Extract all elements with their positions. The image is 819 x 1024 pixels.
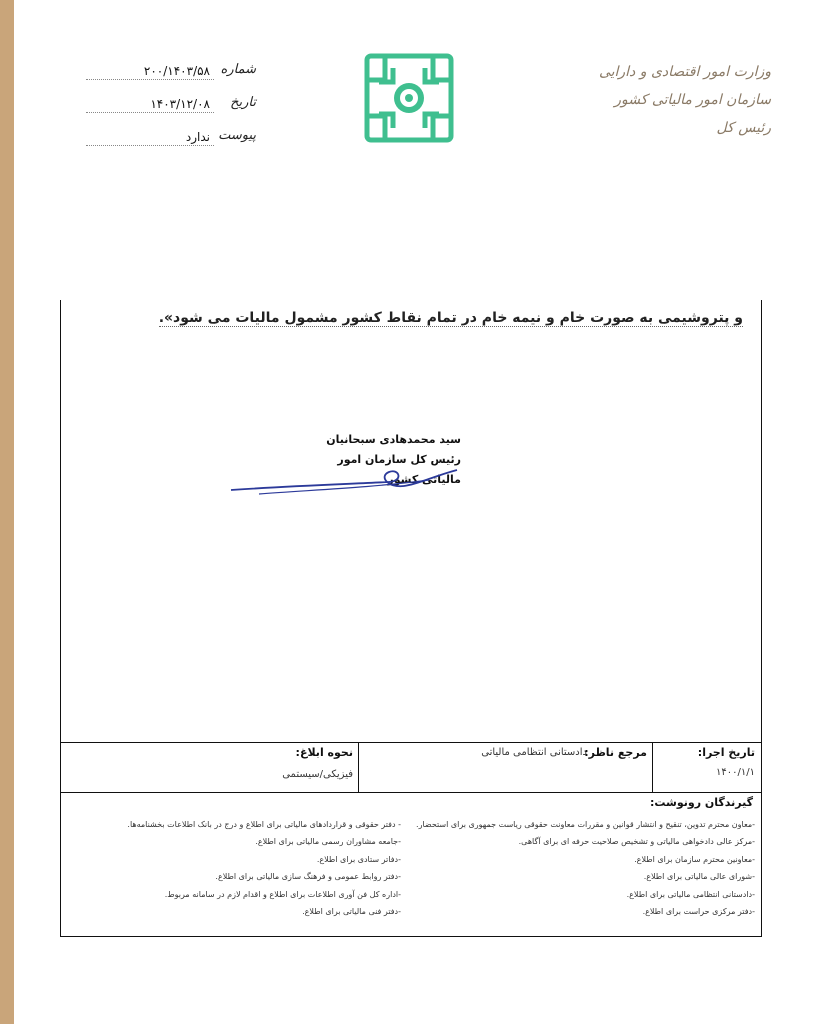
number-label: شماره bbox=[220, 62, 256, 77]
tax-organization-logo-icon bbox=[363, 52, 455, 144]
attachment-value: ندارد bbox=[185, 130, 210, 144]
signatory-name: سید محمدهادی سبحانیان bbox=[326, 433, 461, 446]
list-item: -معاون محترم تدوین، تنقیح و انتشار قوانین و مقررات معاونت حقوقی ریاست جمهوری برای استحضار. bbox=[416, 820, 755, 829]
ministry-line-3: رئیس کل bbox=[716, 120, 771, 136]
ministry-line-2: سازمان امور مالیاتی کشور bbox=[614, 92, 771, 108]
list-item: -مرکز عالی دادخواهی مالیاتی و تشخیص صلاحیت حرفه ای برای آگاهی. bbox=[518, 837, 755, 847]
notice-value: فیزیکی/سیستمی bbox=[282, 769, 353, 780]
list-item: -معاونین محترم سازمان برای اطلاع. bbox=[634, 854, 755, 864]
signatory-title: رئیس کل سازمان امور مالیاتی کشور bbox=[337, 453, 461, 486]
date-value: ۱۴۰۳/۱۲/۰۸ bbox=[150, 97, 210, 111]
attachment-row bbox=[86, 128, 256, 150]
letter-body-frame bbox=[60, 300, 762, 937]
list-item: -دفاتر ستادی برای اطلاع. bbox=[316, 854, 401, 864]
list-item: -دادستانی انتظامی مالیاتی برای اطلاع. bbox=[626, 889, 755, 899]
info-table bbox=[61, 742, 761, 793]
recipients-left-column bbox=[61, 816, 401, 920]
number-row bbox=[86, 62, 256, 84]
date-row bbox=[86, 95, 256, 117]
authority-label: مرجع ناظر: bbox=[584, 746, 647, 759]
list-item: -اداره کل فن آوری اطلاعات برای اطلاع و اقدام لازم در سامانه مربوط. bbox=[164, 889, 401, 899]
notice-cell bbox=[61, 743, 359, 792]
list-item: -شورای عالی مالیاتی برای اطلاع. bbox=[643, 872, 755, 882]
signature-icon bbox=[229, 458, 459, 498]
list-item: -دفتر فنی مالیاتی برای اطلاع. bbox=[302, 907, 401, 917]
ministry-line-1: وزارت امور اقتصادی و دارایی bbox=[598, 64, 771, 80]
list-item: -جامعه مشاوران رسمی مالیاتی برای اطلاع. bbox=[255, 837, 401, 847]
ministry-heading bbox=[596, 58, 771, 142]
letter-page bbox=[14, 0, 819, 1024]
notice-label: نحوه ابلاغ: bbox=[295, 746, 353, 759]
date-label: تاریخ bbox=[230, 95, 256, 110]
exec-date-value: ۱۴۰۰/۱/۱ bbox=[716, 767, 755, 778]
number-value: ۲۰۰/۱۴۰۳/۵۸ bbox=[143, 64, 210, 78]
body-text-line: و پتروشیمی به صورت خام و نیمه خام در تمام نقاط کشور مشمول مالیات می شود». bbox=[158, 310, 743, 326]
exec-date-label: تاریخ اجرا: bbox=[697, 746, 755, 759]
authority-value: دادستانی انتظامی مالیاتی bbox=[481, 747, 587, 758]
recipients-title: گیرندگان رونوشت: bbox=[649, 796, 753, 809]
authority-cell bbox=[358, 743, 653, 792]
list-item: -دفتر مرکزی حراست برای اطلاع. bbox=[642, 907, 755, 917]
recipients-right-column bbox=[395, 816, 755, 920]
exec-date-cell bbox=[652, 743, 761, 792]
list-item: - دفتر حقوقی و قراردادهای مالیاتی برای اطلاع و درج در بانک اطلاعات بخشنامه‌ها. bbox=[127, 820, 401, 829]
body-text bbox=[159, 310, 743, 326]
list-item: -دفتر روابط عمومی و فرهنگ سازی مالیاتی برای اطلاع. bbox=[215, 872, 401, 882]
attachment-label: پیوست bbox=[218, 128, 256, 143]
